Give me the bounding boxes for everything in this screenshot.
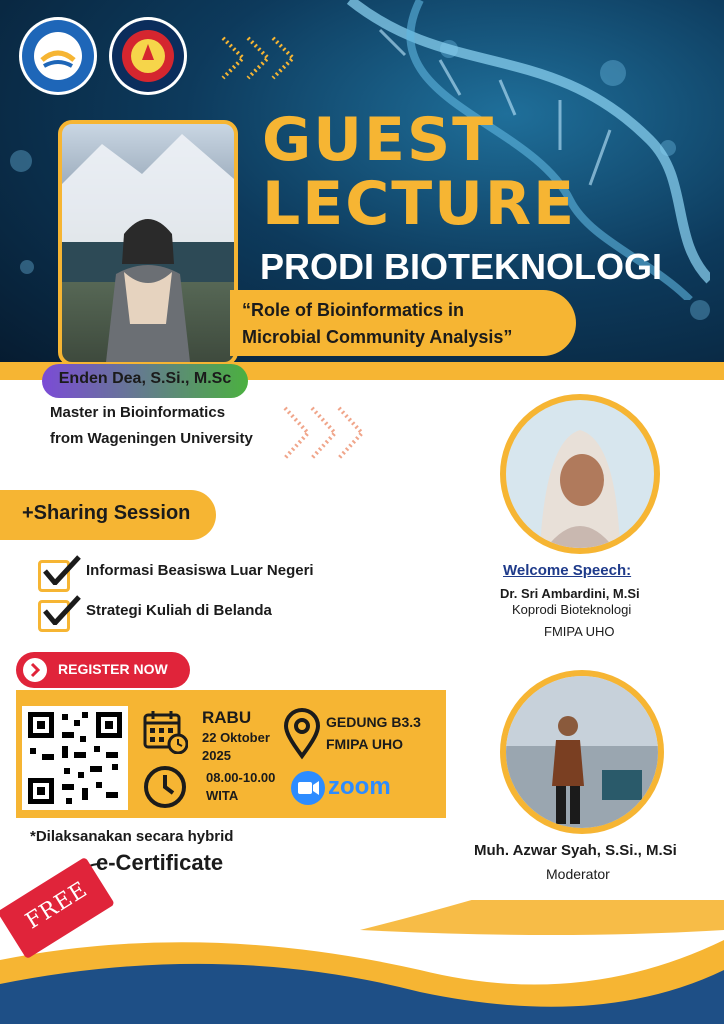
- registration-qr-code[interactable]: [22, 706, 128, 810]
- venue-faculty: FMIPA UHO: [326, 736, 403, 752]
- universitas-halu-oleo-logo: [112, 20, 184, 92]
- diktisaintek-logo: [22, 20, 94, 92]
- arrow-right-icon: [22, 657, 48, 683]
- certificate-label: e-Certificate: [96, 850, 224, 875]
- speaker-credential-1: Master in Bioinformatics: [50, 404, 226, 421]
- register-now-label: REGISTER NOW: [58, 661, 168, 677]
- event-time: 08.00-10.00: [206, 770, 276, 785]
- register-now-button[interactable]: [16, 652, 190, 688]
- welcome-speaker-faculty: FMIPA UHO: [544, 624, 615, 639]
- calendar-icon: [142, 708, 188, 754]
- welcome-speech-heading: Welcome Speech:: [503, 562, 632, 579]
- event-date-line-1: 22 Oktober: [202, 730, 270, 745]
- event-timezone: WITA: [206, 788, 239, 803]
- free-tag-label: FREE: [21, 877, 93, 935]
- topic-line-2: Microbial Community Analysis”: [242, 327, 513, 347]
- zoom-icon: [290, 770, 326, 806]
- footer-wave-graphic: [0, 900, 724, 1024]
- sharing-item-study-strategy: Strategi Kuliah di Belanda: [86, 602, 272, 619]
- speaker-name: Enden Dea, S.Si., M.Sc: [58, 370, 232, 387]
- moderator-role: Moderator: [546, 866, 610, 882]
- venue-building: GEDUNG B3.3: [326, 714, 421, 730]
- check-icon: [38, 600, 70, 632]
- sharing-item-scholarship: Informasi Beasiswa Luar Negeri: [86, 562, 314, 579]
- lecture-topic: [230, 290, 576, 356]
- zoom-logo: [290, 770, 394, 806]
- speaker-name-badge: [42, 364, 248, 398]
- event-date-line-2: 2025: [202, 748, 231, 763]
- title-program: PRODI BIOTEKNOLOGI: [260, 246, 663, 287]
- welcome-speaker-name: Dr. Sri Ambardini, M.Si: [500, 586, 640, 601]
- speaker-credential-2: from Wageningen University: [50, 430, 253, 447]
- title-guest: GUEST: [262, 105, 496, 175]
- sharing-session-banner: [0, 490, 216, 540]
- welcome-speaker-role: Koprodi Bioteknologi: [512, 602, 632, 617]
- location-pin-icon: [282, 708, 322, 760]
- check-icon: [38, 560, 70, 592]
- hybrid-note: *Dilaksanakan secara hybrid: [30, 828, 234, 845]
- title-lecture: LECTURE: [262, 169, 577, 239]
- clock-icon: [142, 764, 188, 810]
- event-day: RABU: [202, 708, 252, 727]
- chevron-arrows-graphic: [280, 398, 370, 468]
- moderator-name: Muh. Azwar Syah, S.Si., M.Si: [474, 842, 677, 859]
- moderator-photo: [500, 670, 664, 834]
- topic-line-1: “Role of Bioinformatics in: [242, 300, 465, 320]
- sharing-session-label: +Sharing Session: [22, 502, 191, 524]
- chevron-arrows-graphic: [218, 28, 308, 88]
- welcome-speaker-photo: [500, 394, 660, 554]
- speaker-photo: [58, 120, 238, 366]
- zoom-label: zoom: [328, 773, 391, 800]
